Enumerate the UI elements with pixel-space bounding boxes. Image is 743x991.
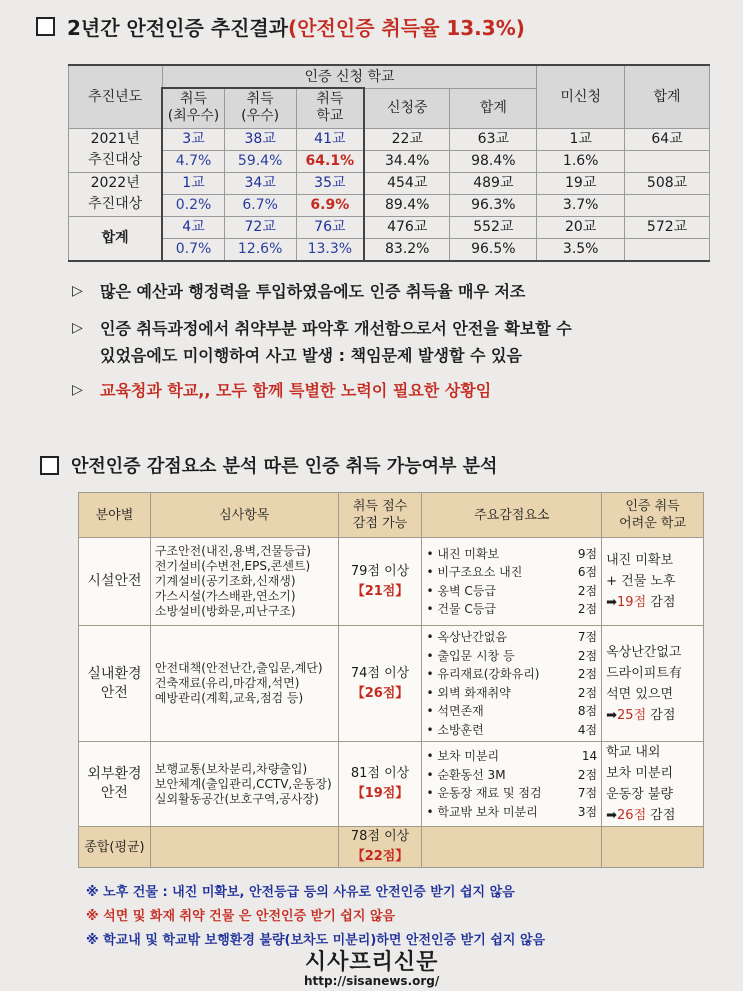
checkbox-icon (40, 456, 59, 475)
row-label: 합계 (69, 216, 163, 261)
factors-cell: • 보차 미분리 14 • 순환동선 3M 2점 • 운동장 재료 및 점검 7점 • 학교밖 보차 미분리 3점 (422, 742, 602, 827)
arrow-icon: ➡ (606, 707, 618, 723)
score-cell: 74점 이상 【26점】 (338, 626, 422, 742)
factors-cell: • 내진 미확보 9점 • 비구조요소 내진 6점 • 옹벽 C등급 2점 • 건물 C등급 2점 (422, 538, 602, 626)
cell: 41교 (296, 128, 364, 150)
field-cell: 실내환경 안전 (79, 626, 151, 742)
triangle-icon: ▷ (72, 320, 83, 336)
arrow-icon: ➡ (606, 808, 618, 823)
cell: 64.1% (296, 150, 364, 172)
cell: 12.6% (224, 238, 296, 261)
hard-cell: 옥상난간없고 드라이피트有 석면 있으면 ➡25점 감점 (602, 626, 704, 742)
cell (150, 827, 338, 868)
table-row (79, 538, 704, 626)
header-acquired-best: 취득 (최우수) (162, 88, 224, 128)
table-row (69, 238, 710, 261)
header-not-applied: 미신청 (537, 65, 625, 128)
table-row (69, 150, 710, 172)
cell: 3.5% (537, 238, 625, 261)
cell: 1.6% (537, 150, 625, 172)
bullet-item: ▷ 인증 취득과정에서 취약부분 파악후 개선함으로서 안전을 확보할 수 있었음에도 미이행하여 사고 발생 : 책임문제 발생할 수 있음 (72, 315, 572, 369)
cell: 489교 (450, 172, 537, 194)
field-cell: 시설안전 (79, 538, 151, 626)
cell (602, 827, 704, 868)
section1-title-highlight: (안전인증 취득율 13.3%) (288, 16, 525, 40)
score-cell: 79점 이상 【21점】 (338, 538, 422, 626)
checkbox-icon (36, 17, 55, 36)
cell: 22교 (364, 128, 450, 150)
section2-title: 안전인증 감점요소 분석 따른 인증 취득 가능여부 분석 (40, 452, 497, 478)
cell: 72교 (224, 216, 296, 238)
watermark-url: http://sisanews.org/ (304, 974, 440, 988)
cell: 96.3% (450, 194, 537, 216)
cell (625, 238, 710, 261)
cell (625, 194, 710, 216)
cell: 89.4% (364, 194, 450, 216)
watermark-name: 시사프리신문 (304, 950, 439, 975)
table-row (69, 172, 710, 194)
watermark (304, 945, 439, 988)
cell: 1교 (537, 128, 625, 150)
cell: 4.7% (162, 150, 224, 172)
header-sum: 합계 (450, 88, 537, 128)
note-line: ※ 학교내 및 학교밖 보행환경 불량(보차도 미분리)하면 안전인증 받기 쉽지 않음 (86, 933, 546, 948)
items-cell: 보행교통(보차분리,차량출입) 보안체계(출입관리,CCTV,운동장) 실외활동공간(보호구역,공사장) (150, 742, 338, 827)
cell: 98.4% (450, 150, 537, 172)
section1-title-text: 2년간 안전인증 추진결과 (67, 16, 289, 40)
field-cell: 외부환경 안전 (79, 742, 151, 827)
summary-row (79, 827, 704, 868)
cell: 38교 (224, 128, 296, 150)
cell: 0.7% (162, 238, 224, 261)
cell: 3.7% (537, 194, 625, 216)
summary-score: 78점 이상 【22점】 (338, 827, 422, 868)
note-line: ※ 노후 건물 : 내진 미확보, 안전등급 등의 사유로 안전인증 받기 쉽지 않음 (86, 885, 515, 900)
triangle-icon: ▷ (72, 283, 83, 299)
header-factors: 주요감점요소 (422, 493, 602, 538)
items-cell: 안전대책(안전난간,출입문,계단) 건축재료(유리,마감재,석면) 예방관리(계획,교육,점검 등) (150, 626, 338, 742)
arrow-icon: ➡ (606, 595, 618, 610)
cell: 552교 (450, 216, 537, 238)
cell: 34교 (224, 172, 296, 194)
cell: 0.2% (162, 194, 224, 216)
cell: 64교 (625, 128, 710, 150)
header-field: 분야별 (79, 493, 151, 538)
table-row (69, 128, 710, 150)
cell: 83.2% (364, 238, 450, 261)
table-row (79, 626, 704, 742)
cell: 4교 (162, 216, 224, 238)
cell: 59.4% (224, 150, 296, 172)
items-cell: 구조안전(내진,용벽,건물등급) 전기설비(수변전,EPS,콘센트) 기계설비(공기조화,신재생) 가스시설(가스배관,연소기) 소방설비(방화문,피난구조) (150, 538, 338, 626)
row-label: 2021년 추진대상 (69, 128, 163, 172)
cell: 572교 (625, 216, 710, 238)
header-grand-total: 합계 (625, 65, 710, 128)
cell: 35교 (296, 172, 364, 194)
header-group: 인증 신청 학교 (162, 65, 536, 88)
header-year: 추진년도 (69, 65, 163, 128)
cell: 1교 (162, 172, 224, 194)
notes (86, 881, 545, 953)
table-row (69, 194, 710, 216)
header-applying: 신청중 (364, 88, 450, 128)
hard-cell: 학교 내외 보차 미분리 운동장 불량 ➡26점 감점 (602, 742, 704, 827)
cell: 20교 (537, 216, 625, 238)
cell: 3교 (162, 128, 224, 150)
cell: 76교 (296, 216, 364, 238)
row-label: 2022년 추진대상 (69, 172, 163, 216)
header-score: 취득 점수 감점 가능 (338, 493, 422, 538)
header-hard: 인증 취득 어려운 학교 (602, 493, 704, 538)
cell: 6.7% (224, 194, 296, 216)
cell (422, 827, 602, 868)
header-items: 심사항목 (150, 493, 338, 538)
hard-cell: 내진 미확보 + 건물 노후 ➡19점 감점 (602, 538, 704, 626)
header-acquired-excellent: 취득 (우수) (224, 88, 296, 128)
bullet-item: ▷ 많은 예산과 행정력을 투입하였음에도 인증 취득율 매우 저조 (72, 278, 525, 305)
header-row (79, 493, 704, 538)
deduction-analysis-table (78, 492, 704, 868)
certification-results-table (68, 64, 710, 262)
cell: 63교 (450, 128, 537, 150)
cell (625, 150, 710, 172)
table-row (79, 742, 704, 827)
summary-label: 종합(평균) (79, 827, 151, 868)
factors-cell: • 옥상난간없음 7점 • 출입문 시창 등 2점 • 유리재료(강화유리) 2점 • 외벽 화재취약 2점 • 석면존재 8점 • 소방훈련 4점 (422, 626, 602, 742)
header-acquired-schools: 취득 학교 (296, 88, 364, 128)
cell: 454교 (364, 172, 450, 194)
cell: 508교 (625, 172, 710, 194)
table-row (69, 216, 710, 238)
triangle-icon: ▷ (72, 382, 83, 398)
score-cell: 81점 이상 【19점】 (338, 742, 422, 827)
cell: 6.9% (296, 194, 364, 216)
cell: 19교 (537, 172, 625, 194)
bullet-item: ▷ 교육청과 학교,, 모두 함께 특별한 노력이 필요한 상황임 (72, 377, 491, 404)
cell: 476교 (364, 216, 450, 238)
note-line: ※ 석면 및 화재 취약 건물 은 안전인증 받기 쉽지 않음 (86, 909, 396, 924)
cell: 96.5% (450, 238, 537, 261)
cell: 13.3% (296, 238, 364, 261)
cell: 34.4% (364, 150, 450, 172)
section1-title (36, 12, 525, 41)
